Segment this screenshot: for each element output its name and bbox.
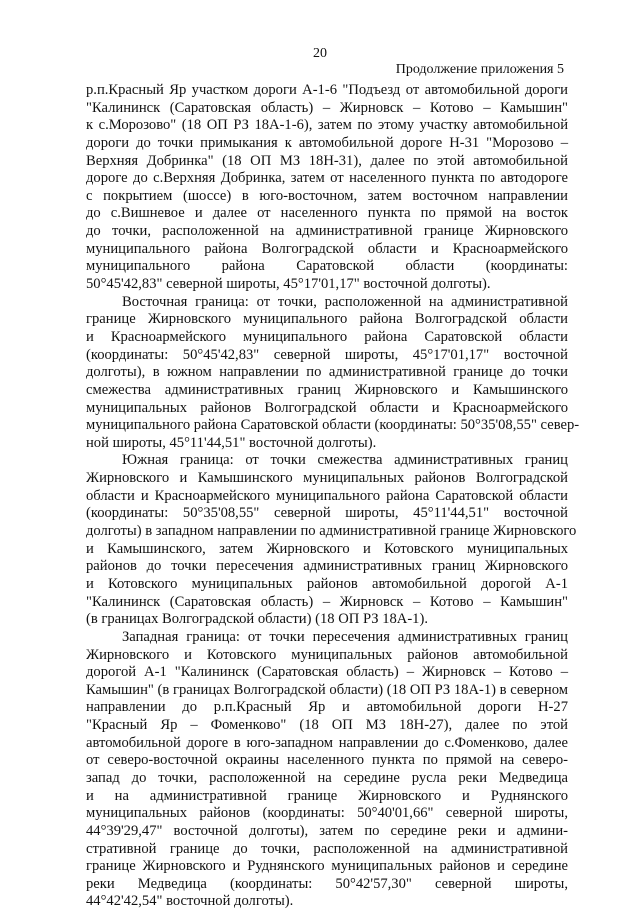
text-line: и Камышинского, затем Жирновского и Котовского муниципальных: [86, 540, 568, 557]
text-line: границе Жирновского муниципального района Волгоградской области: [86, 311, 568, 328]
document-body: [86, 82, 580, 911]
text-line: Восточная граница: от точки, расположенной на административной: [122, 293, 568, 310]
text-line: стративной границе до точки, расположенной на административной: [86, 840, 568, 857]
text-line: (в границах Волгоградской области) (18 ОП РЗ 18А-1).: [86, 611, 428, 628]
text-line: с покрытием (шоссе) в юго-восточном, затем восточном направлении: [86, 187, 568, 204]
text-line: Южная граница: от точки смежества административных границ: [122, 452, 568, 469]
text-line: долготы) в западном направлении по административной границе Жирновского: [86, 523, 577, 540]
text-line: Жирновского и Котовского муниципальных районов автомобильной: [86, 646, 568, 663]
text-line: Верхняя Добринка" (18 ОП МЗ 18Н-31), далее по этой автомобильной: [86, 152, 568, 169]
appendix-continuation-note: Продолжение приложения 5: [395, 62, 564, 77]
text-line: Западная граница: от точки пересечения административных границ: [122, 628, 568, 645]
paragraph: [86, 452, 577, 628]
paragraph: [86, 629, 568, 911]
text-line: "Калининск (Саратовская область) – Жирновск – Котово – Камышин": [86, 99, 568, 116]
text-line: Камышин" (в границах Волгоградской области) (18 ОП РЗ 18А-1) в северном: [86, 681, 568, 698]
text-line: дороге до с.Верхняя Добринка, затем от населенного пункта по автодороге: [86, 170, 568, 187]
page-number: 20: [313, 46, 327, 61]
text-line: Жирновского и Камышинского муниципальных районов Волгоградской: [86, 470, 568, 487]
text-line: муниципальных районов Волгоградской области и Красноармейского: [86, 399, 568, 416]
text-line: автомобильной дороге в юго-западном направлении до с.Фоменково, далее: [86, 734, 568, 751]
text-line: дороги до точки примыкания к автомобильной дороге Н-31 "Морозово –: [86, 134, 568, 151]
text-line: границе Жирновского и Руднянского муниципальных районов и середине: [86, 858, 568, 875]
text-line: муниципальных районов (координаты: 50°40'01,66" северной широты,: [86, 805, 568, 822]
text-line: 44°42'42,54" восточной долготы).: [86, 893, 294, 910]
text-line: и на административной границе Жирновского и Руднянского: [86, 787, 568, 804]
text-line: муниципального района Волгоградской области и Красноармейского: [86, 240, 568, 257]
text-line: и Котовского муниципальных районов автомобильной дорогой А-1: [86, 575, 568, 592]
text-line: смежества административных границ Жирновского и Камышинского: [86, 381, 568, 398]
text-line: направлении до р.п.Красный Яр и автомобильной дороги Н-27: [86, 699, 568, 716]
text-line: до точки, расположенной на административной границе Жирновского: [86, 223, 568, 240]
text-line: 44°39'29,47" восточной долготы), затем по середине реки и админи-: [86, 822, 568, 839]
text-line: до с.Вишневое и далее от населенного пункта по прямой на восток: [86, 205, 568, 222]
text-line: 50°45'42,83" северной широты, 45°17'01,17" восточной долготы).: [86, 276, 491, 293]
text-line: от северо-восточной окраины населенного пункта по прямой на северо-: [86, 752, 568, 769]
text-line: области и Красноармейского муниципального района Саратовской области: [86, 487, 568, 504]
paragraph: [86, 82, 568, 294]
text-line: муниципального района Саратовской области (координаты: 50°35'08,55" север-: [86, 417, 580, 434]
text-line: (координаты: 50°35'08,55" северной широты, 45°11'44,51" восточной: [86, 505, 568, 522]
text-line: муниципального района Саратовской области (координаты:: [86, 258, 568, 275]
text-line: долготы), в южном направлении по административной границе до точки: [86, 364, 568, 381]
text-line: районов до точки пересечения административных границ Жирновского: [86, 558, 568, 575]
text-line: р.п.Красный Яр участком дороги А-1-6 "Подъезд от автомобильной дороги: [86, 82, 568, 98]
text-line: "Красный Яр – Фоменково" (18 ОП МЗ 18Н-27), далее по этой: [86, 717, 568, 734]
text-line: (координаты: 50°45'42,83" северной широты, 45°17'01,17" восточной: [86, 346, 568, 363]
text-line: дорогой А-1 "Калининск (Саратовская область) – Жирновск – Котово –: [86, 664, 568, 681]
text-line: к с.Морозово" (18 ОП РЗ 18А-1-6), затем по этому участку автомобильной: [86, 117, 568, 134]
text-line: и Красноармейского муниципального района Саратовской области: [86, 328, 568, 345]
text-line: ной широты, 45°11'44,51" восточной долготы).: [86, 434, 377, 451]
text-line: "Калининск (Саратовская область) – Жирновск – Котово – Камышин": [86, 593, 568, 610]
text-line: реки Медведица (координаты: 50°42'57,30" северной широты,: [86, 875, 568, 892]
text-line: запад до точки, расположенной на середине русла реки Медведица: [86, 769, 568, 786]
paragraph: [86, 293, 580, 453]
